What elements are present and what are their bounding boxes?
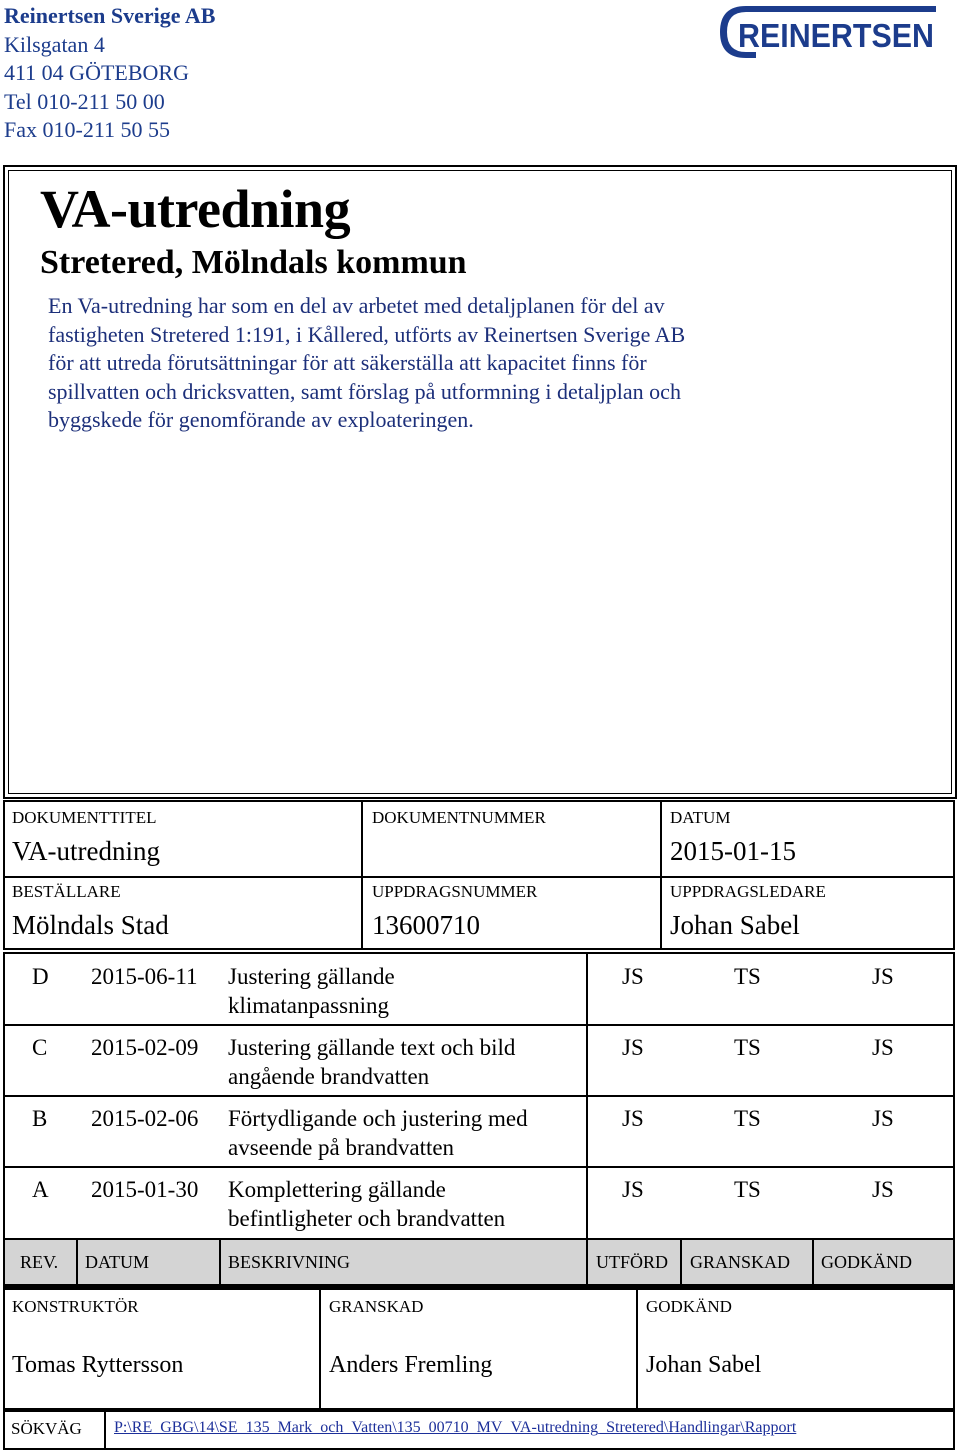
assignment-value: 13600710	[372, 910, 480, 940]
company-street: Kilsgatan 4	[4, 31, 105, 57]
revision-date: 2015-02-09	[91, 1035, 199, 1060]
revision-approved-by: JS	[872, 1035, 894, 1060]
doc-number-label: DOKUMENTNUMMER	[372, 808, 546, 827]
revision-description	[228, 962, 395, 1020]
description-line: En Va-utredning har som en del av arbetet med detaljplanen för del av	[48, 293, 665, 318]
revision-description-line: Justering gällande	[228, 964, 395, 989]
divider	[586, 1238, 588, 1286]
revision-description	[228, 1033, 515, 1091]
client-value: Mölndals Stad	[12, 910, 169, 940]
revision-description-line: Justering gällande text och bild	[228, 1035, 516, 1060]
divider	[361, 800, 363, 950]
revision-description-line: avseende på brandvatten	[228, 1135, 455, 1160]
company-phone: Tel 010-211 50 00	[4, 88, 165, 114]
header-checked-by: GRANSKAD	[690, 1252, 791, 1272]
revision-description-line: angående brandvatten	[228, 1064, 430, 1089]
lead-value: Johan Sabel	[670, 910, 800, 940]
revision-done-by: JS	[622, 964, 644, 989]
revision-date: 2015-02-06	[91, 1106, 199, 1131]
revision-description	[228, 1175, 505, 1233]
revision-approved-by: JS	[872, 964, 894, 989]
designer-label: KONSTRUKTÖR	[12, 1297, 139, 1316]
divider	[812, 1238, 814, 1286]
revision-description	[228, 1104, 528, 1162]
document-description	[48, 292, 808, 435]
revision-letter: D	[32, 964, 49, 989]
divider	[660, 800, 662, 950]
revision-letter: A	[32, 1177, 49, 1202]
logo-text: REINERTSEN	[738, 17, 934, 54]
lead-label: UPPDRAGSLEDARE	[670, 882, 826, 901]
divider	[104, 1410, 106, 1450]
revision-letter: C	[32, 1035, 48, 1060]
divider	[680, 1238, 682, 1286]
document-subtitle: Stretered, Mölndals kommun	[40, 244, 467, 281]
revision-done-by: JS	[622, 1177, 644, 1202]
header-date: DATUM	[85, 1252, 150, 1272]
divider	[636, 1288, 638, 1410]
signature-table	[3, 1288, 955, 1410]
company-name: Reinertsen Sverige AB	[4, 3, 216, 28]
divider	[5, 1166, 953, 1168]
doc-title-value: VA-utredning	[12, 836, 160, 866]
divider	[219, 1238, 221, 1286]
description-line: byggskede för genomförande av exploateringen.	[48, 407, 474, 433]
header-done-by: UTFÖRD	[596, 1252, 669, 1272]
company-fax: Fax 010-211 50 55	[4, 117, 171, 143]
revision-description-line: klimatanpassning	[228, 993, 389, 1018]
revision-approved-by: JS	[872, 1106, 894, 1131]
description-line: fastigheten Stretered 1:191, i Kållered, utförts av Reinertsen Sverige AB	[48, 321, 686, 347]
path-label: SÖKVÄG	[11, 1419, 82, 1438]
revision-description-line: befintligheter och brandvatten	[228, 1206, 506, 1231]
revision-checked-by: TS	[734, 964, 761, 989]
company-address-block	[4, 2, 215, 145]
company-city: 411 04 GÖTEBORG	[4, 60, 189, 86]
description-line: spillvatten och dricksvatten, samt förslag på utformning i detaljplan och	[48, 378, 681, 404]
header-approved-by: GODKÄND	[821, 1252, 912, 1272]
revision-date: 2015-01-30	[91, 1177, 199, 1202]
divider	[76, 1238, 78, 1286]
file-path-link[interactable]: P:\RE_GBG\14\SE_135_Mark_och_Vatten\135_00710_MV_VA-utredning_Stretered\Handlingar\Rapport	[114, 1419, 797, 1436]
client-label: BESTÄLLARE	[12, 882, 121, 901]
assignment-label: UPPDRAGSNUMMER	[372, 882, 538, 901]
description-line: för att utreda förutsättningar för att säkerställa att kapacitet finns för	[48, 350, 647, 376]
divider	[5, 1095, 953, 1097]
revision-date: 2015-06-11	[91, 964, 198, 989]
approver-label: GODKÄND	[646, 1297, 732, 1316]
header-description: BESKRIVNING	[228, 1252, 351, 1272]
revision-approved-by: JS	[872, 1177, 894, 1202]
reviewer-label: GRANSKAD	[329, 1297, 424, 1316]
revision-description-line: Komplettering gällande	[228, 1177, 446, 1202]
reinertsen-logo	[716, 2, 938, 62]
divider	[319, 1288, 321, 1410]
date-value: 2015-01-15	[670, 836, 796, 866]
divider	[3, 876, 955, 878]
revision-checked-by: TS	[734, 1035, 761, 1060]
designer-value: Tomas Ryttersson	[12, 1352, 184, 1378]
revision-checked-by: TS	[734, 1106, 761, 1131]
revision-done-by: JS	[622, 1035, 644, 1060]
divider	[5, 1024, 953, 1026]
doc-title-label: DOKUMENTTITEL	[12, 808, 157, 827]
header-rev: REV.	[20, 1252, 59, 1272]
revision-letter: B	[32, 1106, 48, 1131]
document-title: VA-utredning	[40, 179, 351, 239]
revision-done-by: JS	[622, 1106, 644, 1131]
approver-value: Johan Sabel	[646, 1352, 762, 1378]
revision-checked-by: TS	[734, 1177, 761, 1202]
reviewer-value: Anders Fremling	[329, 1352, 493, 1378]
revision-description-line: Förtydligande och justering med	[228, 1106, 528, 1131]
date-label: DATUM	[670, 808, 731, 827]
